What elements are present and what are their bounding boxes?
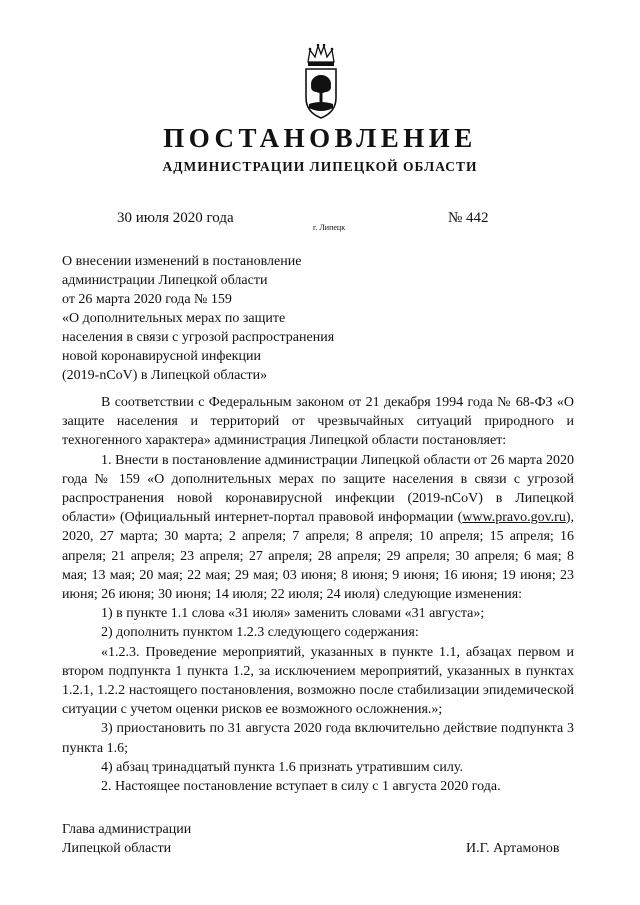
signatory-position bbox=[62, 820, 191, 858]
signatory-position-line: Липецкой области bbox=[62, 841, 172, 856]
document-number: № 442 bbox=[448, 210, 489, 226]
pravo-gov-link[interactable]: www.pravo.gov.ru bbox=[462, 510, 566, 526]
coat-of-arms-icon bbox=[300, 42, 342, 122]
heading-line: (2019-nCoV) в Липецкой области» bbox=[62, 368, 268, 383]
body-paragraph-change-2: 2) дополнить пунктом 1.2.3 следующего содержания: bbox=[101, 625, 419, 641]
paragraph-text: ), 2020, 27 марта; 30 марта; 2 апреля; 7 апреля; 8 апреля; 10 апреля; 15 апреля; 16 апреля; 21 апреля; 23 апреля; 27 апреля; 28 апреля; 29 апреля; 30 апреля; 6 мая; 8 мая; 13 мая; 20 мая; 22 мая; 29 мая; 03 июня; 8 июня; 9 июня; 16 июня; 19 июня; 23 июня; 26 июня; 30 июня; 14 июля; 22 июля; 24 июля) следующие изменения: bbox=[62, 510, 574, 603]
document-date: 30 июля 2020 года bbox=[117, 210, 234, 226]
heading-line: администрации Липецкой области bbox=[62, 273, 268, 288]
heading-line: населения в связи с угрозой распространения bbox=[62, 330, 335, 345]
document-body bbox=[62, 393, 574, 796]
heading-line: новой коронавирусной инфекции bbox=[62, 349, 261, 364]
signatory-name: И.Г. Артамонов bbox=[466, 841, 560, 856]
heading-line: «О дополнительных мерах по защите bbox=[62, 311, 286, 326]
body-paragraph-change-1: 1) в пункте 1.1 слова «31 июля» заменить словами «31 августа»; bbox=[101, 606, 485, 622]
body-paragraph-quote: «1.2.3. Проведение мероприятий, указанных в пункте 1.1, абзацах первом и втором подпункта 1 пункта 1.2, за исключением мероприятий, указанных в пунктах 1.2.1, 1.2.2 настоящего постановления, возможно после стабилизации эпидемической ситуации с учетом оценки рисков ее возможного осложнения.»; bbox=[62, 644, 574, 718]
body-paragraph-item-2: 2. Настоящее постановление вступает в силу с 1 августа 2020 года. bbox=[101, 779, 501, 795]
signatory-position-line: Глава администрации bbox=[62, 822, 192, 837]
body-paragraph-change-3: 3) приостановить по 31 августа 2020 года включительно действие подпункта 3 пункта 1.6; bbox=[62, 721, 574, 756]
document-subtitle: АДМИНИСТРАЦИИ ЛИПЕЦКОЙ ОБЛАСТИ bbox=[162, 159, 478, 174]
body-paragraph-preamble: В соответствии с Федеральным законом от 21 декабря 1994 года № 68-ФЗ «О защите населения и территорий от чрезвычайных ситуаций природного и техногенного характера» администрация Липецкой области постановляет: bbox=[62, 395, 574, 449]
document-title: ПОСТАНОВЛЕНИЕ bbox=[163, 123, 477, 153]
body-paragraph-change-4: 4) абзац тринадцатый пункта 1.6 признать утратившим силу. bbox=[101, 759, 463, 775]
heading-line: от 26 марта 2020 года № 159 bbox=[62, 292, 232, 307]
document-city: г. Липецк bbox=[313, 223, 346, 232]
paragraph-text: 1. Внести в постановление администрации Липецкой области от 26 марта 2020 года № 159 «О дополнительных мерах по защите населения в связи с угрозой распространения новой коронавирусной инфекции (2019-nCoV) в Липецкой области» (Официальный интернет-портал правовой информации ( bbox=[62, 452, 574, 526]
body-paragraph-item-1 bbox=[62, 451, 574, 605]
heading-line: О внесении изменений в постановление bbox=[62, 254, 302, 269]
document-heading bbox=[62, 252, 382, 385]
